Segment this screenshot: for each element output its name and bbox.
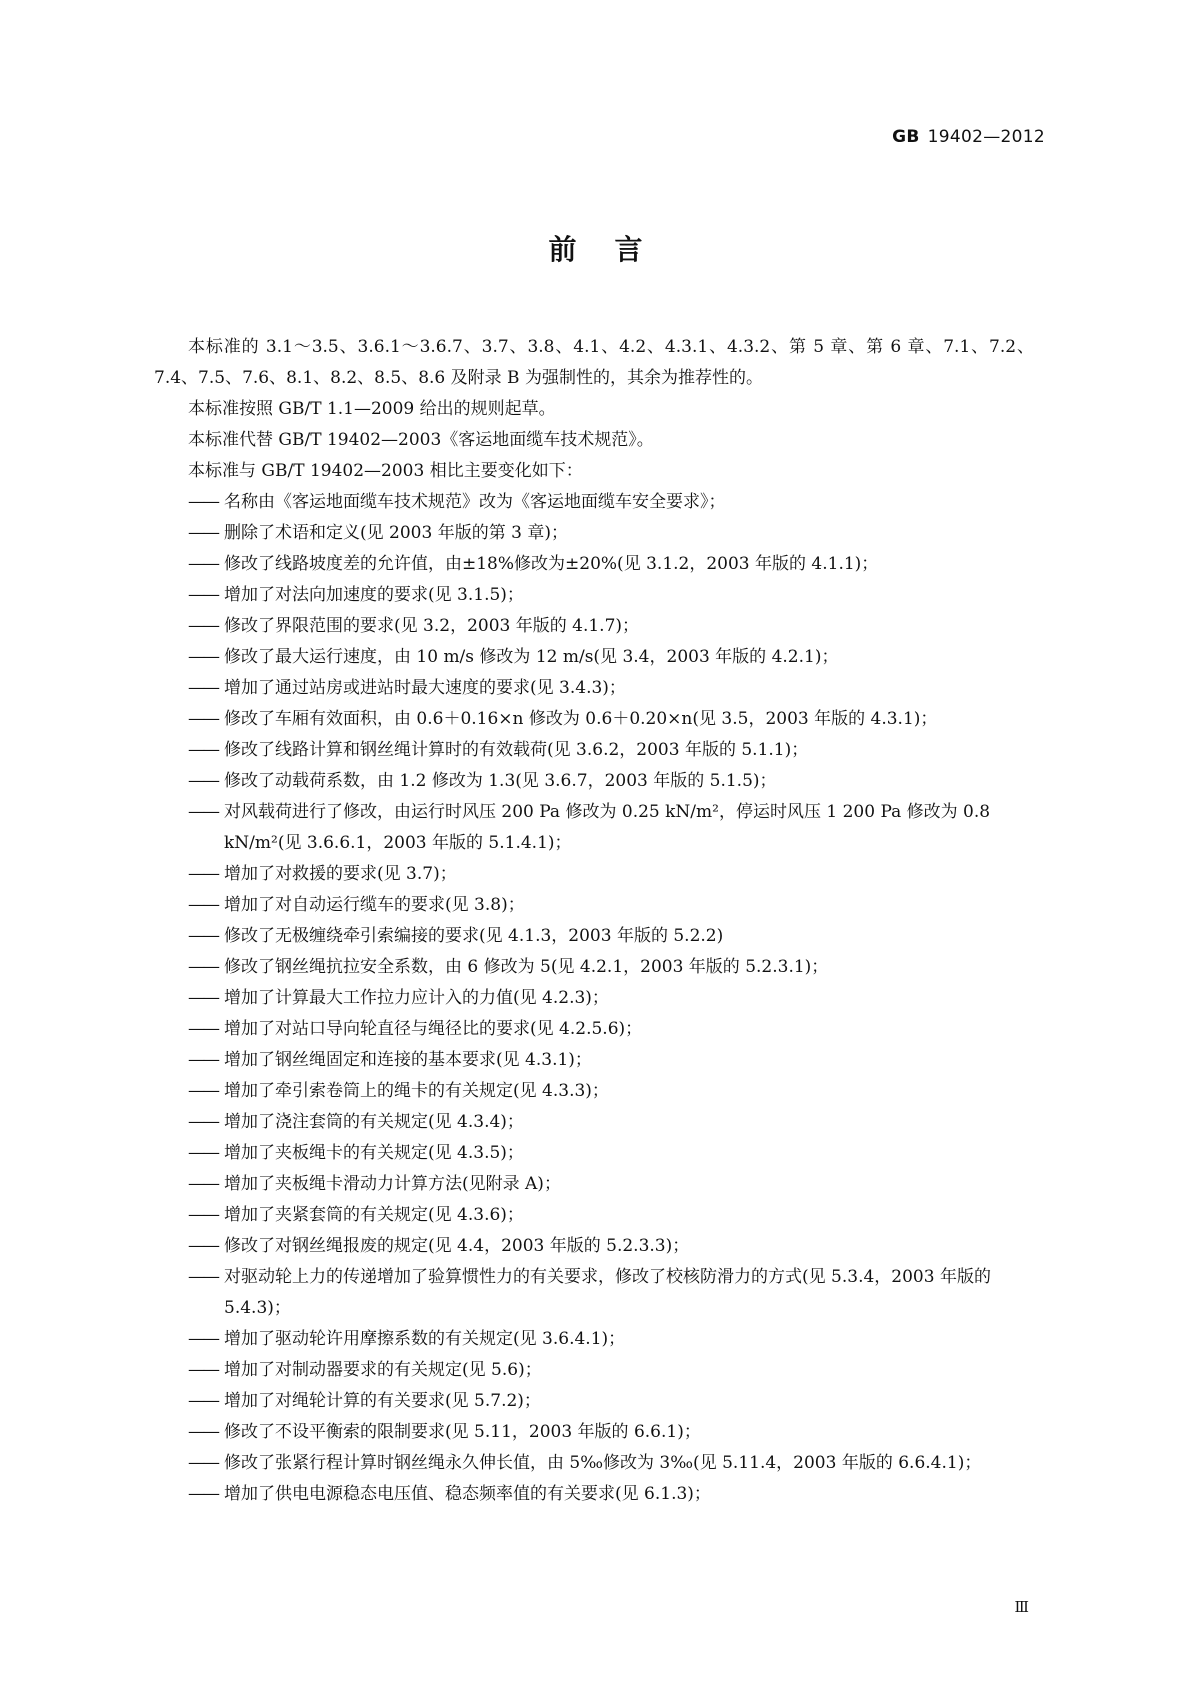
dash-marker: ——	[188, 1391, 218, 1411]
dash-marker: ——	[188, 740, 218, 760]
dash-marker: ——	[188, 709, 218, 729]
paragraph-changes-intro: 本标准与 GB/T 19402—2003 相比主要变化如下：	[188, 461, 583, 481]
dash-marker: ——	[188, 802, 218, 822]
paragraph-replaces: 本标准代替 GB/T 19402—2003《客运地面缆车技术规范》。	[188, 430, 654, 450]
dash-marker: ——	[188, 1174, 218, 1194]
list-item: —— 修改了无极缠绕牵引索编接的要求(见 4.1.3，2003 年版的 5.2.2)	[154, 921, 1034, 952]
dash-marker: ——	[188, 1267, 218, 1287]
list-item: —— 增加了夹板绳卡的有关规定(见 4.3.5)；	[154, 1138, 1034, 1169]
list-item: —— 名称由《客运地面缆车技术规范》改为《客运地面缆车安全要求》；	[154, 487, 1034, 518]
list-item: —— 修改了张紧行程计算时钢丝绳永久伸长值，由 5‰修改为 3‰(见 5.11.4，2003 年版的 6.6.4.1)；	[154, 1448, 1034, 1479]
list-item: —— 修改了钢丝绳抗拉安全系数，由 6 修改为 5(见 4.2.1，2003 年版的 5.2.3.1)；	[154, 952, 1034, 983]
list-item: —— 修改了对钢丝绳报废的规定(见 4.4，2003 年版的 5.2.3.3)；	[154, 1231, 1034, 1262]
dash-marker: ——	[188, 616, 218, 636]
list-item: —— 增加了对绳轮计算的有关要求(见 5.7.2)；	[154, 1386, 1034, 1417]
list-item: —— 增加了牵引索卷筒上的绳卡的有关规定(见 4.3.3)；	[154, 1076, 1034, 1107]
list-item: —— 增加了供电电源稳态电压值、稳态频率值的有关要求(见 6.1.3)；	[154, 1479, 1034, 1510]
paragraph-drafting-rules: 本标准按照 GB/T 1.1—2009 给出的规则起草。	[188, 399, 556, 419]
list-item: —— 增加了对站口导向轮直径与绳径比的要求(见 4.2.5.6)；	[154, 1014, 1034, 1045]
foreword-body	[154, 332, 1034, 1510]
standard-prefix: GB	[892, 127, 920, 147]
list-item: —— 增加了钢丝绳固定和连接的基本要求(见 4.3.1)；	[154, 1045, 1034, 1076]
dash-marker: ——	[188, 585, 218, 605]
dash-marker: ——	[188, 647, 218, 667]
dash-marker: ——	[188, 957, 218, 977]
dash-marker: ——	[188, 926, 218, 946]
list-item: —— 修改了不设平衡索的限制要求(见 5.11，2003 年版的 6.6.1)；	[154, 1417, 1034, 1448]
dash-marker: ——	[188, 1360, 218, 1380]
document-code	[892, 127, 1045, 147]
list-item: —— 删除了术语和定义(见 2003 年版的第 3 章)；	[154, 518, 1034, 549]
list-item: —— 对驱动轮上力的传递增加了验算惯性力的有关要求，修改了校核防滑力的方式(见 5.3.4，2003 年版的 5.4.3)；	[154, 1262, 1034, 1324]
page-title: 前言	[548, 233, 681, 266]
list-item: —— 增加了夹板绳卡滑动力计算方法(见附录 A)；	[154, 1169, 1034, 1200]
dash-marker: ——	[188, 1019, 218, 1039]
dash-marker: ——	[188, 1205, 218, 1225]
dash-marker: ——	[188, 1143, 218, 1163]
dash-marker: ——	[188, 864, 218, 884]
list-item: —— 增加了对制动器要求的有关规定(见 5.6)；	[154, 1355, 1034, 1386]
dash-marker: ——	[188, 988, 218, 1008]
list-item: —— 增加了浇注套筒的有关规定(见 4.3.4)；	[154, 1107, 1034, 1138]
list-item: —— 修改了车厢有效面积，由 0.6＋0.16×n 修改为 0.6＋0.20×n(见 3.5，2003 年版的 4.3.1)；	[154, 704, 1034, 735]
dash-marker: ——	[188, 1050, 218, 1070]
page-number: Ⅲ	[1014, 1598, 1029, 1616]
list-item: —— 增加了对法向加速度的要求(见 3.1.5)；	[154, 580, 1034, 611]
dash-marker: ——	[188, 1081, 218, 1101]
list-item: —— 增加了通过站房或进站时最大速度的要求(见 3.4.3)；	[154, 673, 1034, 704]
standard-number: 19402—2012	[927, 127, 1045, 147]
list-item: —— 对风载荷进行了修改，由运行时风压 200 Pa 修改为 0.25 kN/m²，停运时风压 1 200 Pa 修改为 0.8 kN/m²(见 3.6.6.1，2003 年版的 5.1.4.1)；	[154, 797, 1034, 859]
dash-marker: ——	[188, 492, 218, 512]
list-item: —— 增加了对自动运行缆车的要求(见 3.8)；	[154, 890, 1034, 921]
dash-marker: ——	[188, 1329, 218, 1349]
list-item: —— 修改了界限范围的要求(见 3.2，2003 年版的 4.1.7)；	[154, 611, 1034, 642]
paragraph-mandatory-clauses: 本标准的 3.1～3.5、3.6.1～3.6.7、3.7、3.8、4.1、4.2、4.3.1、4.3.2、第 5 章、第 6 章、7.1、7.2、7.4、7.5、7.6、8.1、8.2、8.5、8.6 及附录 B 为强制性的，其余为推荐性的。	[154, 337, 1034, 388]
list-item: —— 增加了对救援的要求(见 3.7)；	[154, 859, 1034, 890]
dash-marker: ——	[188, 771, 218, 791]
list-item: —— 修改了动载荷系数，由 1.2 修改为 1.3(见 3.6.7，2003 年版的 5.1.5)；	[154, 766, 1034, 797]
dash-marker: ——	[188, 1422, 218, 1442]
dash-marker: ——	[188, 1236, 218, 1256]
dash-marker: ——	[188, 1453, 218, 1473]
list-item: —— 修改了线路坡度差的允许值，由±18%修改为±20%(见 3.1.2，2003 年版的 4.1.1)；	[154, 549, 1034, 580]
dash-marker: ——	[188, 678, 218, 698]
changes-list	[154, 487, 1034, 1510]
list-item: —— 修改了线路计算和钢丝绳计算时的有效载荷(见 3.6.2，2003 年版的 5.1.1)；	[154, 735, 1034, 766]
list-item: —— 修改了最大运行速度，由 10 m/s 修改为 12 m/s(见 3.4，2003 年版的 4.2.1)；	[154, 642, 1034, 673]
list-item: —— 增加了夹紧套筒的有关规定(见 4.3.6)；	[154, 1200, 1034, 1231]
list-item: —— 增加了计算最大工作拉力应计入的力值(见 4.2.3)；	[154, 983, 1034, 1014]
list-item: —— 增加了驱动轮许用摩擦系数的有关规定(见 3.6.4.1)；	[154, 1324, 1034, 1355]
dash-marker: ——	[188, 1484, 218, 1504]
dash-marker: ——	[188, 554, 218, 574]
dash-marker: ——	[188, 523, 218, 543]
dash-marker: ——	[188, 895, 218, 915]
dash-marker: ——	[188, 1112, 218, 1132]
